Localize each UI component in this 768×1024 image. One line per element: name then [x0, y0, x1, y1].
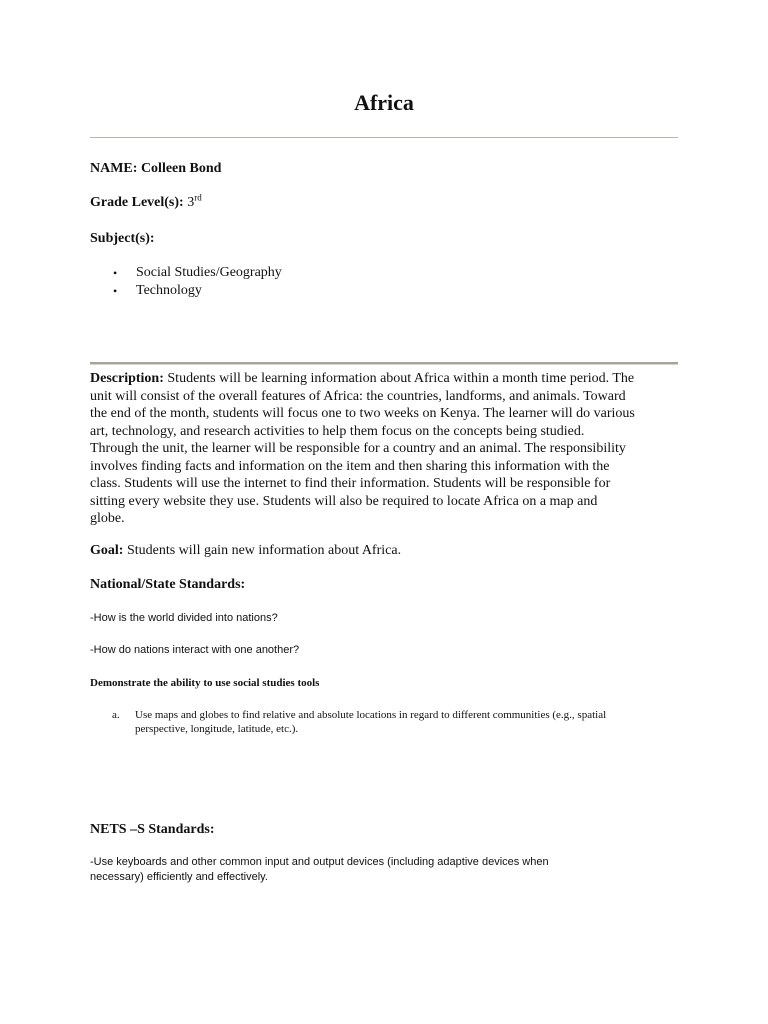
nets-paragraph — [90, 855, 549, 885]
standard-line: Use maps and globes to find relative and absolute locations in regard to different communities (e.g., spatial — [135, 709, 607, 721]
section-divider — [90, 362, 678, 365]
subjects-heading — [90, 230, 155, 248]
grade-label: Grade Level(s): — [90, 195, 184, 210]
name-value: Colleen Bond — [140, 161, 222, 176]
document-title: Africa — [354, 90, 414, 115]
standard-marker: a. — [112, 709, 120, 721]
list-item — [90, 282, 282, 300]
grade-line — [90, 194, 202, 212]
list-item — [90, 264, 282, 282]
subjects-label: Subject(s): — [90, 231, 155, 246]
description-line: art, technology, and research activities to help them focus on the concepts being studied. — [90, 423, 585, 439]
question-1: -How is the world divided into nations? — [90, 612, 278, 624]
goal-label: Goal: — [90, 543, 124, 558]
bullet-icon: • — [113, 284, 118, 298]
nets-heading — [90, 821, 215, 839]
name-line — [90, 160, 221, 178]
description-line: globe. — [90, 511, 125, 526]
question-2: -How do nations interact with one another? — [90, 644, 300, 656]
standard-line: perspective, longitude, latitude, etc.). — [135, 723, 299, 735]
goal-line — [90, 542, 401, 560]
nets-label: NETS –S Standards: — [90, 822, 215, 837]
description-line — [90, 370, 690, 388]
description-line: the end of the month, students will focus one to two weeks on Kenya. The learner will do various — [90, 406, 635, 421]
subjects-list — [90, 264, 282, 300]
nets-line: -Use keyboards and other common input and output devices (including adaptive devices when — [90, 856, 549, 868]
tools-heading: Demonstrate the ability to use social studies tools — [90, 677, 320, 689]
grade-superscript: rd — [194, 192, 202, 203]
description-line: sitting every website they use. Students will also be required to locate Africa on a map and — [90, 493, 598, 509]
description-line: involves finding facts and information on the item and then sharing this information with the — [90, 458, 610, 474]
title-divider — [90, 137, 678, 138]
description-line: class. Students will use the internet to find their information. Students will be responsible for — [90, 476, 611, 491]
goal-text: Students will gain new information about Africa. — [123, 543, 402, 558]
description-text: Students will be learning information about Africa within a month time period. The — [163, 371, 635, 386]
description-paragraph — [90, 370, 690, 528]
national-standards-heading — [90, 576, 245, 594]
nets-line: necessary) efficiently and effectively. — [90, 871, 268, 883]
standard-text — [135, 708, 695, 736]
bullet-icon: • — [113, 266, 118, 280]
grade-value: 3 — [187, 195, 195, 210]
description-line: Through the unit, the learner will be responsible for a country and an animal. The responsibility — [90, 441, 626, 456]
description-label: Description: — [90, 371, 164, 386]
name-label: NAME: — [90, 161, 138, 176]
national-standards-label: National/State Standards: — [90, 577, 246, 592]
subject-label: Social Studies/Geography — [136, 265, 282, 280]
subject-label: Technology — [136, 283, 202, 298]
description-line: unit will consist of the overall features of Africa: the countries, landforms, and animals. Toward — [90, 388, 626, 404]
